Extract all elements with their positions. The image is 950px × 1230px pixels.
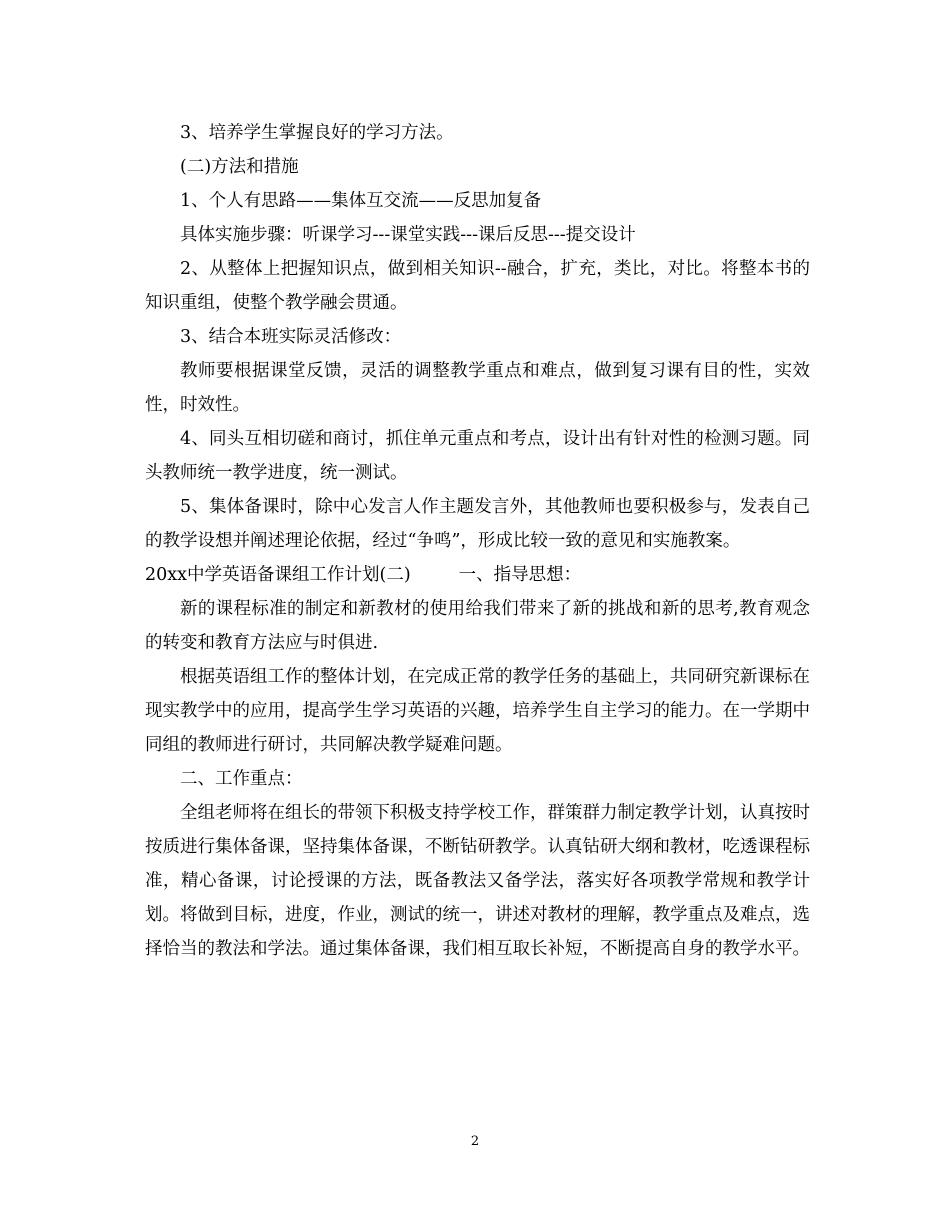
paragraph-work-focus: 全组老师将在组长的带领下积极支持学校工作，群策群力制定教学计划，认真按时按质进行集体备课，坚持集体备课，不断钻研教学。认真钻研大纲和教材，吃透课程标准，精心备课，讨论授课的方法，既备教法又备学法，落实好各项教学常规和教学计划。将做到目标，进度，作业，测试的统一，讲述对教材的理解，教学重点及难点，选择恰当的教法和学法。通过集体备课，我们相互取长补短，不断提高自身的教学水平。 [145, 803, 810, 959]
page-number: 2 [470, 1134, 480, 1149]
paragraph-new-curriculum: 新的课程标准的制定和新教材的使用给我们带来了新的挑战和新的思考,教育观念的转变和教育方法应与时俱进. [145, 599, 810, 653]
section-heading-guiding: 一、指导思想： [458, 565, 582, 585]
plan-title: 20xx中学英语备课组工作计划(二) [145, 565, 411, 585]
paragraph-measure-3: 3、结合本班实际灵活修改： [180, 327, 402, 347]
paragraph-measure-1: 1、个人有思路——集体互交流——反思加复备 [180, 191, 542, 211]
paragraph-english-plan: 根据英语组工作的整体计划，在完成正常的教学任务的基础上，共同研究新课标在现实教学中的应用，提高学生学习英语的兴趣，培养学生自主学习的能力。在一学期中同组的教师进行研讨，共同解决教学疑难问题。 [145, 667, 810, 755]
plan-title-line [145, 558, 810, 592]
paragraph-measure-4: 4、同头互相切磋和商讨，抓住单元重点和考点，设计出有针对性的检测习题。同头教师统一教学进度，统一测试。 [145, 429, 810, 483]
section-heading-focus: 二、工作重点： [180, 769, 303, 789]
paragraph-measure-5: 5、集体备课时，除中心发言人作主题发言外，其他教师也要积极参与，发表自己的教学设想并阐述理论依据，经过“争鸣”，形成比较一致的意见和实施教案。 [145, 497, 810, 551]
document-body [145, 116, 810, 966]
section-heading-methods: (二)方法和措施 [180, 157, 299, 177]
paragraph-steps: 具体实施步骤：听课学习---课堂实践---课后反思---提交设计 [180, 225, 636, 245]
paragraph-measure-2: 2、从整体上把握知识点，做到相关知识--融合，扩充，类比，对比。将整本书的知识重组，使整个教学融会贯通。 [145, 259, 810, 313]
paragraph-feedback: 教师要根据课堂反馈，灵活的调整教学重点和难点，做到复习课有目的性，实效性，时效性。 [145, 361, 810, 415]
paragraph-method-3: 3、培养学生掌握良好的学习方法。 [180, 123, 454, 143]
